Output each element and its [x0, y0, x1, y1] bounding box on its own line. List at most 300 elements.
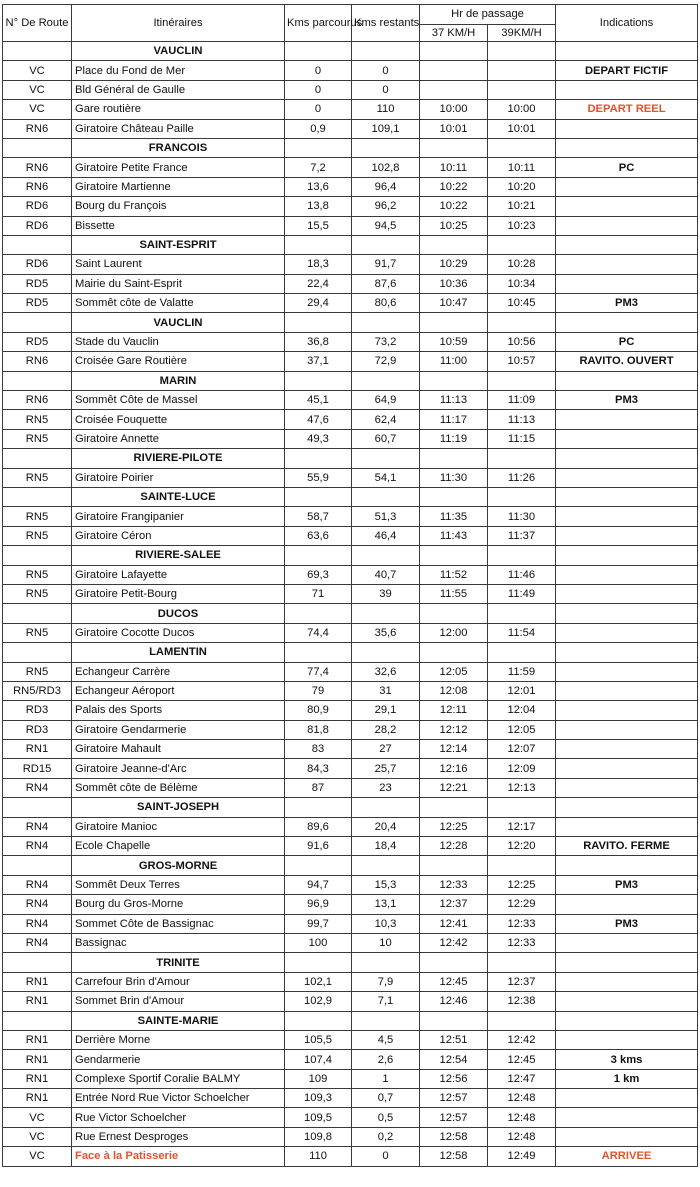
place-cell: Bassignac: [72, 933, 285, 952]
header-itineraire: Itinéraires: [72, 5, 285, 42]
time-39-cell: 11:49: [488, 584, 556, 603]
route-cell: RD3: [3, 720, 72, 739]
kms-restants-cell: 72,9: [352, 352, 420, 371]
time-37-cell: 12:37: [420, 895, 488, 914]
empty-cell: [352, 371, 420, 390]
empty-cell: [556, 953, 698, 972]
kms-parcourus-cell: 96,9: [285, 895, 352, 914]
table-row: [3, 972, 698, 991]
kms-parcourus-cell: 22,4: [285, 274, 352, 293]
route-cell: RN1: [3, 1030, 72, 1049]
kms-parcourus-cell: 13,8: [285, 197, 352, 216]
section-row: [3, 856, 698, 875]
table-row: [3, 837, 698, 856]
empty-cell: [285, 42, 352, 61]
empty-cell: [285, 1011, 352, 1030]
kms-restants-cell: 0,2: [352, 1127, 420, 1146]
place-cell: Croisée Fouquette: [72, 410, 285, 429]
place-cell: Bourg du Gros-Morne: [72, 895, 285, 914]
indication-cell: [556, 565, 698, 584]
table-row: [3, 332, 698, 351]
kms-restants-cell: 15,3: [352, 875, 420, 894]
kms-restants-cell: 46,4: [352, 526, 420, 545]
empty-cell: [488, 643, 556, 662]
time-39-cell: 11:54: [488, 623, 556, 642]
time-37-cell: 10:59: [420, 332, 488, 351]
table-row: [3, 100, 698, 119]
route-cell: RD6: [3, 197, 72, 216]
indication-cell: [556, 1127, 698, 1146]
kms-restants-cell: 96,4: [352, 177, 420, 196]
indication-cell: ARRIVEE: [556, 1147, 698, 1166]
place-cell: Entrée Nord Rue Victor Schoelcher: [72, 1089, 285, 1108]
time-37-cell: 12:54: [420, 1050, 488, 1069]
place-cell: Sommet Brin d'Amour: [72, 992, 285, 1011]
empty-cell: [3, 313, 72, 332]
itinerary-document: [2, 4, 698, 1167]
route-cell: RN4: [3, 895, 72, 914]
table-row: [3, 681, 698, 700]
indication-cell: [556, 526, 698, 545]
time-37-cell: 12:25: [420, 817, 488, 836]
empty-cell: [3, 235, 72, 254]
kms-parcourus-cell: 0: [285, 100, 352, 119]
kms-restants-cell: 18,4: [352, 837, 420, 856]
place-cell: Giratoire Lafayette: [72, 565, 285, 584]
empty-cell: [285, 546, 352, 565]
section-name: LAMENTIN: [72, 643, 285, 662]
section-row: [3, 138, 698, 157]
empty-cell: [352, 313, 420, 332]
place-cell: Bissette: [72, 216, 285, 235]
time-37-cell: [420, 80, 488, 99]
empty-cell: [285, 953, 352, 972]
route-cell: RN5: [3, 526, 72, 545]
place-cell: Giratoire Frangipanier: [72, 507, 285, 526]
empty-cell: [420, 235, 488, 254]
empty-cell: [3, 643, 72, 662]
section-row: [3, 1011, 698, 1030]
kms-restants-cell: 28,2: [352, 720, 420, 739]
indication-cell: [556, 274, 698, 293]
place-cell: Complexe Sportif Coralie BALMY: [72, 1069, 285, 1088]
table-row: [3, 119, 698, 138]
time-39-cell: 10:11: [488, 158, 556, 177]
place-cell: Giratoire Annette: [72, 429, 285, 448]
time-37-cell: 12:41: [420, 914, 488, 933]
place-cell: Carrefour Brin d'Amour: [72, 972, 285, 991]
kms-parcourus-cell: 71: [285, 584, 352, 603]
kms-restants-cell: 110: [352, 100, 420, 119]
indication-cell: [556, 681, 698, 700]
indication-cell: [556, 119, 698, 138]
section-name: TRINITE: [72, 953, 285, 972]
indication-cell: [556, 468, 698, 487]
route-cell: RN4: [3, 837, 72, 856]
indication-cell: [556, 410, 698, 429]
indication-cell: [556, 623, 698, 642]
empty-cell: [3, 371, 72, 390]
time-39-cell: 12:04: [488, 701, 556, 720]
time-39-cell: [488, 61, 556, 80]
empty-cell: [488, 449, 556, 468]
kms-parcourus-cell: 89,6: [285, 817, 352, 836]
table-row: [3, 1089, 698, 1108]
time-37-cell: 11:52: [420, 565, 488, 584]
time-39-cell: 12:20: [488, 837, 556, 856]
time-37-cell: 10:00: [420, 100, 488, 119]
kms-restants-cell: 0: [352, 80, 420, 99]
empty-cell: [3, 138, 72, 157]
time-37-cell: 11:43: [420, 526, 488, 545]
kms-restants-cell: 62,4: [352, 410, 420, 429]
route-cell: VC: [3, 61, 72, 80]
indication-cell: [556, 177, 698, 196]
kms-restants-cell: 109,1: [352, 119, 420, 138]
table-row: [3, 410, 698, 429]
indication-cell: [556, 992, 698, 1011]
section-name: FRANCOIS: [72, 138, 285, 157]
time-39-cell: 12:49: [488, 1147, 556, 1166]
empty-cell: [352, 604, 420, 623]
time-39-cell: 10:34: [488, 274, 556, 293]
time-37-cell: 12:00: [420, 623, 488, 642]
indication-cell: [556, 1089, 698, 1108]
place-cell: Mairie du Saint-Esprit: [72, 274, 285, 293]
route-cell: RN4: [3, 778, 72, 797]
empty-cell: [556, 138, 698, 157]
indication-cell: 1 km: [556, 1069, 698, 1088]
empty-cell: [488, 313, 556, 332]
empty-cell: [420, 313, 488, 332]
kms-restants-cell: 0: [352, 1147, 420, 1166]
time-37-cell: 12:57: [420, 1089, 488, 1108]
time-37-cell: 12:51: [420, 1030, 488, 1049]
route-cell: RN1: [3, 1069, 72, 1088]
table-row: [3, 817, 698, 836]
empty-cell: [556, 235, 698, 254]
kms-restants-cell: 2,6: [352, 1050, 420, 1069]
section-name: SAINT-ESPRIT: [72, 235, 285, 254]
kms-restants-cell: 29,1: [352, 701, 420, 720]
table-row: [3, 177, 698, 196]
time-37-cell: [420, 61, 488, 80]
kms-parcourus-cell: 63,6: [285, 526, 352, 545]
table-row: [3, 623, 698, 642]
empty-cell: [556, 604, 698, 623]
empty-cell: [488, 798, 556, 817]
kms-restants-cell: 31: [352, 681, 420, 700]
empty-cell: [285, 313, 352, 332]
time-37-cell: 10:36: [420, 274, 488, 293]
empty-cell: [285, 371, 352, 390]
indication-cell: PM3: [556, 914, 698, 933]
place-cell: Bourg du François: [72, 197, 285, 216]
kms-restants-cell: 51,3: [352, 507, 420, 526]
table-row: [3, 255, 698, 274]
time-39-cell: [488, 80, 556, 99]
place-cell: Giratoire Petit-Bourg: [72, 584, 285, 603]
empty-cell: [556, 313, 698, 332]
kms-parcourus-cell: 110: [285, 1147, 352, 1166]
indication-cell: PM3: [556, 391, 698, 410]
table-row: [3, 80, 698, 99]
empty-cell: [3, 1011, 72, 1030]
time-39-cell: 11:59: [488, 662, 556, 681]
route-cell: RN6: [3, 391, 72, 410]
indication-cell: [556, 80, 698, 99]
time-37-cell: 12:58: [420, 1127, 488, 1146]
kms-parcourus-cell: 100: [285, 933, 352, 952]
empty-cell: [352, 1011, 420, 1030]
empty-cell: [352, 798, 420, 817]
empty-cell: [285, 235, 352, 254]
empty-cell: [420, 798, 488, 817]
kms-parcourus-cell: 83: [285, 740, 352, 759]
table-row: [3, 933, 698, 952]
table-row: [3, 1030, 698, 1049]
table-row: [3, 701, 698, 720]
time-39-cell: 12:07: [488, 740, 556, 759]
place-cell: Echangeur Aéroport: [72, 681, 285, 700]
place-cell: Giratoire Martienne: [72, 177, 285, 196]
time-37-cell: 10:11: [420, 158, 488, 177]
kms-parcourus-cell: 102,9: [285, 992, 352, 1011]
time-37-cell: 11:13: [420, 391, 488, 410]
time-37-cell: 10:29: [420, 255, 488, 274]
empty-cell: [285, 138, 352, 157]
empty-cell: [420, 487, 488, 506]
time-37-cell: 12:58: [420, 1147, 488, 1166]
empty-cell: [352, 235, 420, 254]
route-cell: RN4: [3, 914, 72, 933]
route-cell: RN4: [3, 875, 72, 894]
time-37-cell: 12:46: [420, 992, 488, 1011]
table-row: [3, 1127, 698, 1146]
empty-cell: [3, 546, 72, 565]
kms-restants-cell: 73,2: [352, 332, 420, 351]
route-cell: RN6: [3, 177, 72, 196]
kms-parcourus-cell: 99,7: [285, 914, 352, 933]
section-name: VAUCLIN: [72, 42, 285, 61]
empty-cell: [420, 42, 488, 61]
empty-cell: [556, 371, 698, 390]
time-39-cell: 10:23: [488, 216, 556, 235]
place-cell: Palais des Sports: [72, 701, 285, 720]
time-39-cell: 11:37: [488, 526, 556, 545]
route-cell: RN1: [3, 992, 72, 1011]
section-row: [3, 313, 698, 332]
route-cell: RN5: [3, 662, 72, 681]
empty-cell: [3, 449, 72, 468]
kms-restants-cell: 1: [352, 1069, 420, 1088]
empty-cell: [3, 798, 72, 817]
place-cell: Sommêt Deux Terres: [72, 875, 285, 894]
empty-cell: [352, 643, 420, 662]
time-37-cell: 12:28: [420, 837, 488, 856]
kms-parcourus-cell: 107,4: [285, 1050, 352, 1069]
table-row: [3, 274, 698, 293]
table-row: [3, 1108, 698, 1127]
indication-cell: [556, 817, 698, 836]
table-row: [3, 391, 698, 410]
kms-parcourus-cell: 18,3: [285, 255, 352, 274]
empty-cell: [420, 371, 488, 390]
kms-parcourus-cell: 0: [285, 80, 352, 99]
table-row: [3, 875, 698, 894]
kms-restants-cell: 7,9: [352, 972, 420, 991]
route-cell: RN5: [3, 429, 72, 448]
time-39-cell: 12:25: [488, 875, 556, 894]
time-37-cell: 11:35: [420, 507, 488, 526]
time-39-cell: 11:26: [488, 468, 556, 487]
route-cell: RD15: [3, 759, 72, 778]
time-37-cell: 11:19: [420, 429, 488, 448]
route-cell: VC: [3, 1127, 72, 1146]
kms-parcourus-cell: 109,3: [285, 1089, 352, 1108]
time-39-cell: 12:33: [488, 933, 556, 952]
table-row: [3, 720, 698, 739]
time-39-cell: 10:21: [488, 197, 556, 216]
empty-cell: [3, 953, 72, 972]
place-cell: Giratoire Manioc: [72, 817, 285, 836]
table-row: [3, 778, 698, 797]
table-row: [3, 429, 698, 448]
empty-cell: [3, 487, 72, 506]
table-row: [3, 197, 698, 216]
route-cell: RN6: [3, 119, 72, 138]
indication-cell: [556, 584, 698, 603]
place-cell: Ecole Chapelle: [72, 837, 285, 856]
kms-restants-cell: 60,7: [352, 429, 420, 448]
time-39-cell: 12:48: [488, 1089, 556, 1108]
kms-restants-cell: 54,1: [352, 468, 420, 487]
kms-parcourus-cell: 91,6: [285, 837, 352, 856]
empty-cell: [285, 798, 352, 817]
section-name: VAUCLIN: [72, 313, 285, 332]
kms-restants-cell: 64,9: [352, 391, 420, 410]
kms-restants-cell: 0,5: [352, 1108, 420, 1127]
time-39-cell: 10:00: [488, 100, 556, 119]
empty-cell: [420, 1011, 488, 1030]
kms-restants-cell: 4,5: [352, 1030, 420, 1049]
place-cell: Giratoire Céron: [72, 526, 285, 545]
section-name: GROS-MORNE: [72, 856, 285, 875]
kms-parcourus-cell: 7,2: [285, 158, 352, 177]
section-name: MARIN: [72, 371, 285, 390]
indication-cell: DEPART FICTIF: [556, 61, 698, 80]
table-row: [3, 914, 698, 933]
kms-restants-cell: 87,6: [352, 274, 420, 293]
empty-cell: [488, 953, 556, 972]
time-37-cell: 12:05: [420, 662, 488, 681]
kms-restants-cell: 20,4: [352, 817, 420, 836]
time-39-cell: 11:30: [488, 507, 556, 526]
indication-cell: [556, 197, 698, 216]
route-cell: RN5: [3, 623, 72, 642]
indication-cell: 3 kms: [556, 1050, 698, 1069]
section-row: [3, 449, 698, 468]
empty-cell: [556, 546, 698, 565]
section-name: SAINTE-LUCE: [72, 487, 285, 506]
route-cell: RN1: [3, 1050, 72, 1069]
route-cell: RN5/RD3: [3, 681, 72, 700]
table-row: [3, 1147, 698, 1166]
kms-restants-cell: 10,3: [352, 914, 420, 933]
time-37-cell: 12:57: [420, 1108, 488, 1127]
place-cell: Giratoire Petite France: [72, 158, 285, 177]
kms-restants-cell: 32,6: [352, 662, 420, 681]
time-39-cell: 12:01: [488, 681, 556, 700]
place-cell: Sommêt côte de Valatte: [72, 294, 285, 313]
route-cell: RD5: [3, 294, 72, 313]
empty-cell: [556, 798, 698, 817]
route-cell: RN4: [3, 817, 72, 836]
route-cell: RN5: [3, 410, 72, 429]
time-37-cell: 11:17: [420, 410, 488, 429]
header-route: N° De Route: [3, 5, 72, 42]
empty-cell: [352, 42, 420, 61]
section-row: [3, 643, 698, 662]
time-39-cell: 12:42: [488, 1030, 556, 1049]
time-39-cell: 11:13: [488, 410, 556, 429]
section-row: [3, 42, 698, 61]
header-kms-parcourus: Kms parcourus: [285, 5, 352, 42]
route-cell: VC: [3, 1147, 72, 1166]
kms-parcourus-cell: 109,5: [285, 1108, 352, 1127]
time-37-cell: 12:16: [420, 759, 488, 778]
place-cell: Rue Victor Schoelcher: [72, 1108, 285, 1127]
route-cell: VC: [3, 80, 72, 99]
table-row: [3, 1050, 698, 1069]
route-cell: VC: [3, 1108, 72, 1127]
empty-cell: [285, 856, 352, 875]
route-cell: RN5: [3, 584, 72, 603]
time-39-cell: 12:33: [488, 914, 556, 933]
indication-cell: [556, 933, 698, 952]
indication-cell: [556, 778, 698, 797]
route-cell: RN6: [3, 352, 72, 371]
kms-restants-cell: 25,7: [352, 759, 420, 778]
empty-cell: [488, 138, 556, 157]
empty-cell: [488, 604, 556, 623]
empty-cell: [488, 371, 556, 390]
empty-cell: [488, 1011, 556, 1030]
time-39-cell: 12:48: [488, 1127, 556, 1146]
empty-cell: [556, 487, 698, 506]
time-37-cell: 12:56: [420, 1069, 488, 1088]
place-cell: Stade du Vauclin: [72, 332, 285, 351]
time-39-cell: 12:48: [488, 1108, 556, 1127]
time-39-cell: 11:09: [488, 391, 556, 410]
section-row: [3, 371, 698, 390]
time-39-cell: 12:13: [488, 778, 556, 797]
time-39-cell: 10:45: [488, 294, 556, 313]
time-37-cell: 12:21: [420, 778, 488, 797]
time-37-cell: 10:25: [420, 216, 488, 235]
header-speed-37: 37 KM/H: [420, 25, 488, 42]
empty-cell: [556, 42, 698, 61]
indication-cell: [556, 1030, 698, 1049]
place-cell: Giratoire Poirier: [72, 468, 285, 487]
time-37-cell: 12:11: [420, 701, 488, 720]
kms-parcourus-cell: 0,9: [285, 119, 352, 138]
table-row: [3, 526, 698, 545]
place-cell: Croisée Gare Routière: [72, 352, 285, 371]
route-cell: RD3: [3, 701, 72, 720]
time-39-cell: 12:37: [488, 972, 556, 991]
kms-parcourus-cell: 37,1: [285, 352, 352, 371]
